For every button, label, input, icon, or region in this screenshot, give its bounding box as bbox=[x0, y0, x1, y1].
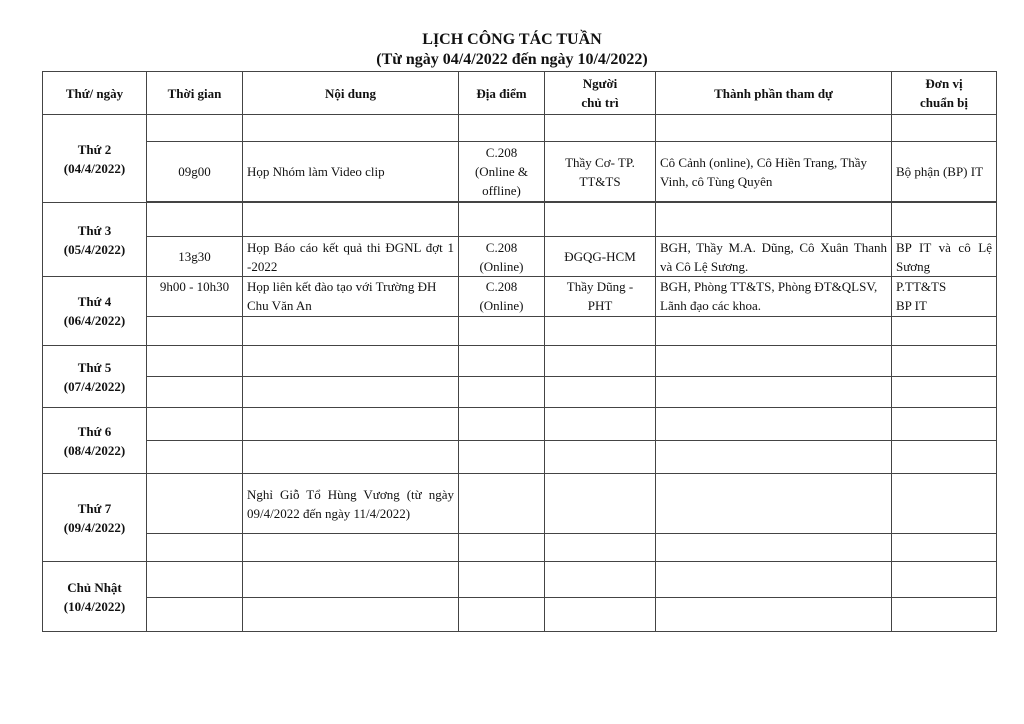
day-date: (10/4/2022) bbox=[63, 598, 126, 614]
day-cell-fri bbox=[43, 408, 147, 474]
day-date: (07/4/2022) bbox=[63, 378, 126, 394]
header-content: Nội dung bbox=[243, 72, 459, 115]
day-date: (09/4/2022) bbox=[63, 519, 126, 535]
table-row bbox=[43, 346, 997, 377]
location-line: C.208 bbox=[485, 145, 518, 160]
day-name: Thứ 6 bbox=[77, 423, 112, 439]
table-row bbox=[43, 598, 997, 632]
day-name: Chủ Nhật bbox=[67, 579, 122, 595]
location-line: C.208 bbox=[485, 279, 518, 294]
day-name: Thứ 2 bbox=[77, 141, 112, 157]
day-cell-thu bbox=[43, 346, 147, 408]
event-prep: BP IT và cô Lệ Sương bbox=[892, 237, 997, 277]
event-content: Họp Báo cáo kết quả thi ĐGNL đợt 1 -2022 bbox=[243, 237, 459, 277]
day-name: Thứ 3 bbox=[77, 222, 112, 238]
event-attendees: BGH, Phòng TT&TS, Phòng ĐT&QLSV, Lãnh đạo các khoa. bbox=[656, 277, 892, 317]
document-title: LỊCH CÔNG TÁC TUẦN bbox=[422, 31, 602, 48]
table-row bbox=[43, 408, 997, 441]
day-date: (05/4/2022) bbox=[63, 241, 126, 257]
host-line: TT&TS bbox=[579, 173, 621, 189]
header-prep bbox=[892, 72, 997, 115]
event-location bbox=[459, 142, 545, 202]
event-location bbox=[459, 237, 545, 277]
event-host bbox=[545, 142, 656, 202]
event-time: 9h00 - 10h30 bbox=[147, 277, 243, 317]
host-line: PHT bbox=[587, 298, 613, 313]
day-name: Thứ 5 bbox=[77, 359, 112, 375]
table-row bbox=[43, 562, 997, 598]
event-attendees: Cô Cảnh (online), Cô Hiền Trang, Thầy Vinh, cô Tùng Quyên bbox=[656, 142, 892, 202]
header-location: Địa điểm bbox=[459, 72, 545, 115]
location-line: C.208 bbox=[485, 239, 518, 255]
host-line: Thầy Dũng - bbox=[566, 279, 634, 294]
header-day: Thứ/ ngày bbox=[43, 72, 147, 115]
header-host bbox=[545, 72, 656, 115]
event-prep bbox=[892, 277, 997, 317]
event-content: Họp liên kết đào tạo với Trường ĐH Chu Văn An bbox=[243, 277, 459, 317]
header-prep-line2: chuẩn bị bbox=[919, 95, 969, 110]
location-line: (Online) bbox=[479, 298, 524, 313]
day-name: Thứ 4 bbox=[77, 294, 112, 309]
header-attendees: Thành phần tham dự bbox=[656, 72, 892, 115]
table-row bbox=[43, 203, 997, 237]
day-cell-sun bbox=[43, 562, 147, 632]
table-row bbox=[43, 115, 997, 142]
table-row bbox=[43, 277, 997, 317]
day-date: (08/4/2022) bbox=[63, 442, 126, 458]
day-cell-sat bbox=[43, 474, 147, 562]
location-line: (Online) bbox=[479, 258, 524, 274]
table-row bbox=[43, 474, 997, 534]
location-line: (Online & bbox=[474, 164, 529, 179]
event-content: Nghỉ Giỗ Tổ Hùng Vương (từ ngày 09/4/2022 đến ngày 11/4/2022) bbox=[243, 474, 459, 534]
day-cell-tue bbox=[43, 203, 147, 277]
event-host bbox=[545, 277, 656, 317]
location-line: offline) bbox=[482, 183, 521, 198]
table-row bbox=[43, 142, 997, 202]
header-time: Thời gian bbox=[147, 72, 243, 115]
table-row bbox=[43, 441, 997, 474]
schedule-table bbox=[42, 71, 997, 632]
event-time: 13g30 bbox=[147, 237, 243, 277]
table-row bbox=[43, 377, 997, 408]
day-name: Thứ 7 bbox=[77, 500, 112, 516]
event-time: 09g00 bbox=[147, 142, 243, 202]
table-row bbox=[43, 534, 997, 562]
prep-line: BP IT bbox=[896, 298, 927, 313]
day-cell-mon bbox=[43, 115, 147, 203]
event-content: Họp Nhóm làm Video clip bbox=[243, 142, 459, 202]
day-date: (04/4/2022) bbox=[63, 160, 126, 176]
table-row bbox=[43, 237, 997, 277]
table-row bbox=[43, 317, 997, 346]
header-host-line2: chủ trì bbox=[581, 95, 619, 110]
header-host-line1: Người bbox=[582, 76, 618, 91]
event-host: ĐGQG-HCM bbox=[545, 237, 656, 277]
event-attendees: BGH, Thầy M.A. Dũng, Cô Xuân Thanh và Cô Lệ Sương. bbox=[656, 237, 892, 277]
header-row bbox=[43, 72, 997, 115]
host-line: Thầy Cơ- TP. bbox=[565, 154, 635, 170]
prep-line: P.TT&TS bbox=[896, 279, 947, 294]
event-prep: Bộ phận (BP) IT bbox=[892, 142, 997, 202]
day-date: (06/4/2022) bbox=[63, 313, 126, 328]
header-prep-line1: Đơn vị bbox=[925, 76, 963, 91]
day-cell-wed bbox=[43, 277, 147, 346]
document-subtitle: (Từ ngày 04/4/2022 đến ngày 10/4/2022) bbox=[376, 51, 648, 68]
event-location bbox=[459, 277, 545, 317]
